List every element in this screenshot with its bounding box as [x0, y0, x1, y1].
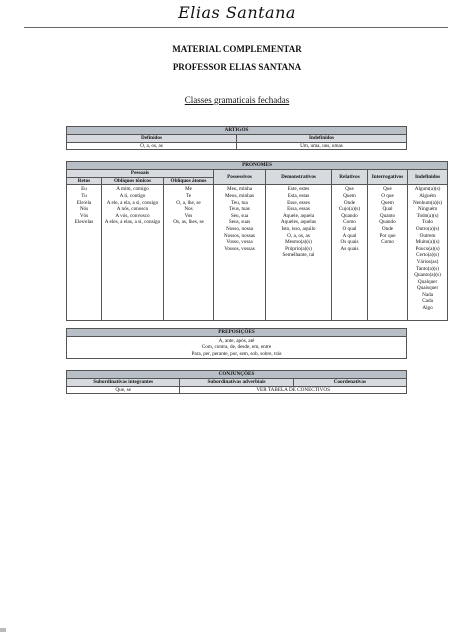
list-item: Por que — [379, 232, 396, 239]
list-item: Vossos, vossas — [224, 245, 255, 252]
artigos-definidos-value: O, a, os, as — [67, 142, 237, 150]
list-interrogativos — [368, 185, 408, 321]
list-item: Que — [345, 186, 354, 193]
list-item: Este, estes — [287, 186, 310, 193]
list-item: A ti, contigo — [119, 192, 146, 199]
corner-mark — [0, 628, 6, 632]
list-item: O que — [381, 192, 394, 199]
list-item: Eu — [81, 186, 87, 193]
list-item: Algo — [422, 305, 433, 312]
conjuncoes-table — [66, 370, 407, 394]
list-item: Ele/ela — [76, 199, 92, 206]
list-item: A eles, a elas, a si, consigo — [104, 219, 161, 226]
page-subtitle: PROFESSOR ELIAS SANTANA — [172, 62, 302, 72]
preposicoes-list — [67, 336, 407, 358]
list-item: Tanto(a)(s) — [416, 265, 440, 272]
list-item: Outro(a)(s) — [415, 225, 440, 232]
list-item: Pouco(a)(s) — [415, 245, 440, 252]
list-relativos — [332, 185, 368, 321]
pronomes-group-possessivos: Possessivos — [214, 169, 266, 185]
list-possessivos — [214, 185, 266, 321]
header-divider — [24, 27, 448, 28]
list-item: Aqueles, aquelas — [280, 219, 317, 226]
pronomes-group-relativos: Relativos — [332, 169, 368, 185]
list-item: Teus, tuas — [229, 206, 250, 213]
preposicoes-table — [66, 328, 407, 359]
pronomes-group-interrogativos: Interrogativos — [368, 169, 408, 185]
list-item: Com, contra, de, desde, em, entre — [201, 344, 272, 351]
list-item: Os quais — [340, 239, 359, 246]
list-item: Ninguém — [417, 206, 438, 213]
list-item: Meu, minha — [226, 186, 253, 193]
conjuncoes-col-coordenativas: Coordenativas — [293, 378, 406, 386]
list-item: Quanto — [379, 212, 396, 219]
list-item: Meus, minhas — [224, 192, 255, 199]
conjuncoes-integrantes-value: Que, se — [67, 386, 180, 394]
list-item: O qual — [342, 225, 357, 232]
artigos-col-definidos: Definidos — [67, 134, 237, 142]
list-item: Certo(a)(s) — [416, 252, 439, 259]
list-item: Esse, esses — [287, 199, 310, 206]
list-item: Me — [185, 186, 192, 193]
list-item: Vosso, vossa — [226, 239, 253, 246]
list-item: Qual — [382, 206, 393, 213]
list-obliquos-atonos — [164, 185, 214, 321]
pronomes-group-demonstrativos: Demonstrativos — [266, 169, 332, 185]
section-title: Classes gramaticais fechadas — [184, 95, 290, 105]
list-item: Outrem — [419, 232, 436, 239]
list-item: O, a, os, as — [287, 232, 310, 239]
pessoais-sub-obliquos-tonicos: Oblíquos tônicos — [102, 177, 164, 185]
list-item: Vós — [79, 212, 89, 219]
list-demonstrativos — [266, 185, 332, 321]
list-item: Onde — [343, 199, 356, 206]
list-item: Que — [383, 186, 392, 193]
artigos-table — [66, 126, 407, 150]
list-indefinidos — [408, 185, 448, 321]
list-item: Os, as, lhes, se — [173, 219, 204, 226]
conjuncoes-title: CONJUNÇÕES — [67, 371, 407, 379]
preposicoes-title: PREPOSIÇÕES — [67, 329, 407, 337]
list-item: A vós, convosco — [115, 212, 150, 219]
pronomes-group-pessoais: Pessoais — [67, 169, 214, 177]
list-item: Teu, tua — [231, 199, 248, 206]
list-item: Quem — [343, 192, 356, 199]
list-item: A ele, a ela, a si, consigo — [106, 199, 159, 206]
list-item: Aquele, aquela — [282, 212, 315, 219]
list-obliquos-tonicos — [102, 185, 164, 321]
list-item: Tu — [81, 192, 87, 199]
list-item: A qual — [342, 232, 357, 239]
conjuncoes-ver-tabela: VER TABELA DE CONECTIVOS — [180, 386, 407, 394]
list-item: Mesmo(a)(s) — [285, 239, 312, 246]
list-item: Algum(a)(s) — [414, 186, 441, 193]
pronomes-title: PRONOMES — [67, 162, 448, 170]
list-item: Como — [343, 219, 356, 226]
list-item: Te — [185, 192, 192, 199]
list-item: Muito(a)(s) — [415, 239, 440, 246]
list-item: Cujo(a)(s) — [338, 206, 361, 213]
list-item: Como — [381, 239, 394, 246]
list-item: Próprio(a)(s) — [285, 245, 312, 252]
list-item: Tudo — [422, 219, 433, 226]
list-retos — [67, 185, 102, 321]
artigos-indefinidos-value: Um, uma, uns, umas — [237, 142, 407, 150]
list-item: Para, per, perante, por, sem, sob, sobre, trás — [191, 350, 282, 357]
pronomes-table — [66, 161, 448, 321]
list-item: Alguém — [419, 192, 436, 199]
list-item: Cada — [422, 298, 433, 305]
list-item: Vos — [184, 212, 193, 219]
list-item: Quem — [381, 199, 394, 206]
artigos-title: ARTIGOS — [67, 127, 407, 135]
list-item: Quando — [379, 219, 396, 226]
list-item: O, a, lhe, se — [176, 199, 201, 206]
list-item: Nada — [422, 291, 434, 298]
list-item: Nós — [79, 206, 89, 213]
list-item: A, ante, após, até — [218, 337, 255, 344]
list-item: Seu, sua — [230, 212, 249, 219]
list-item: A nós, conosco — [116, 206, 149, 213]
list-item: Nos — [184, 206, 193, 213]
list-item: Qualquer — [417, 278, 438, 285]
list-item: Nenhum(a)(s) — [413, 199, 443, 206]
list-item: As quais — [340, 245, 359, 252]
list-item: Isto, isso, aquilo — [281, 225, 316, 232]
list-item: Esta, estas — [287, 192, 310, 199]
list-item: Vários(as) — [416, 258, 439, 265]
conjuncoes-col-adverbiais: Subordinativas adverbiais — [180, 378, 293, 386]
list-item: Quaisquer — [416, 285, 439, 292]
list-item: Seus, suas — [228, 219, 251, 226]
conjuncoes-col-integrantes: Subordinativas integrantes — [67, 378, 180, 386]
list-item: Nossos, nossas — [223, 232, 256, 239]
list-item: Eles/elas — [74, 219, 94, 226]
list-item: Quando — [341, 212, 358, 219]
logo: Elias Santana — [178, 3, 296, 22]
list-item: Essa, essas — [287, 206, 310, 213]
pronomes-group-indefinidos: Indefinidos — [408, 169, 448, 185]
list-item: Nosso, nossa — [225, 225, 254, 232]
pessoais-sub-obliquos-atonos: Oblíquos átonos — [164, 177, 214, 185]
list-item: A mim, comigo — [116, 186, 149, 193]
list-item: Quanto(a)(s) — [414, 272, 441, 279]
pessoais-sub-retos: Retos — [67, 177, 102, 185]
list-item: Semelhante, tal — [282, 252, 315, 259]
artigos-col-indefinidos: Indefinidos — [237, 134, 407, 142]
list-item: Onde — [381, 225, 394, 232]
list-item: Todo(a)(s) — [416, 212, 439, 219]
page-title: MATERIAL COMPLEMENTAR — [172, 44, 302, 54]
